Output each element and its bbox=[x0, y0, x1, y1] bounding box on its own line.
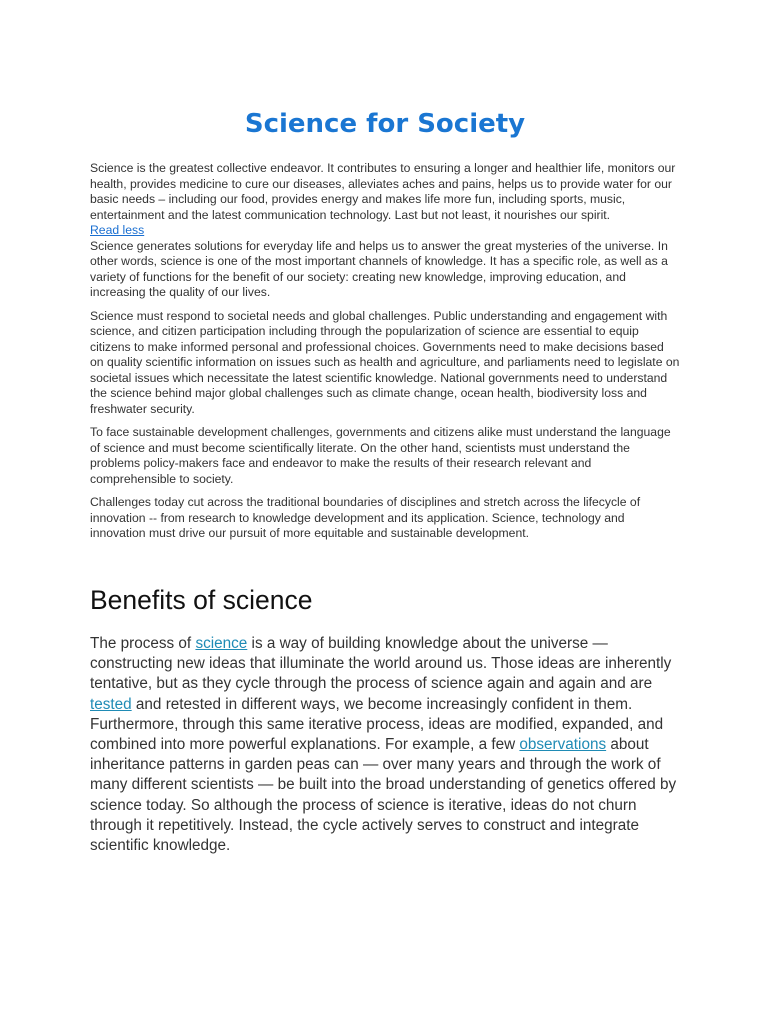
intro-paragraph-4: To face sustainable development challenges, governments and citizens alike must understand the language of science and must become scientifically literate. On the other hand, scientists must understand the problems policy-makers face and endeavor to make the results of their research relevant and comprehensible to society. bbox=[90, 425, 671, 486]
benefits-text-4: about inheritance patterns in garden peas can — over many years and through the work of many different scientists — be built into the broad understanding of genetics offered by science today. So although the process of science is iterative, ideas do not churn through it repetitively. Instead, the cycle actively serves to construct and integrate scientific knowledge. bbox=[90, 736, 677, 855]
intro-paragraph-2: Science generates solutions for everyday life and helps us to answer the great mysteries of the universe. In other words, science is one of the most important channels of knowledge. It has a specific role, as well as a variety of functions for the benefit of our society: creating new knowledge, improving education, and increasing the quality of our lives. bbox=[90, 238, 668, 299]
benefits-paragraph bbox=[90, 634, 690, 856]
intro-paragraph-3: Science must respond to societal needs and global challenges. Public understanding and engagement with science, and citizen participation including through the popularization of science are essential to equip citizens to make informed personal and professional choices. Governments need to make decisions based on quality scientific information on issues such as health and agriculture, and parliaments need to legislate on societal issues which necessitate the latest scientific knowledge. National governments need to understand the science behind major global challenges such as climate change, ocean health, biodiversity loss and freshwater security. bbox=[90, 308, 680, 416]
tested-link[interactable]: tested bbox=[90, 695, 132, 713]
benefits-heading: Benefits of science bbox=[90, 585, 313, 615]
page-title: Science for Society bbox=[244, 109, 526, 139]
read-less-link[interactable]: Read less bbox=[90, 223, 145, 237]
intro-paragraph-1: Science is the greatest collective endeavor. It contributes to ensuring a longer and healthier life, monitors our health, provides medicine to cure our diseases, alleviates aches and pains, helps us to provide water for our basic needs – including our food, provides energy and makes life more fun, including sports, music, entertainment and the latest communication technology. Last but not least, it nourishes our spirit. bbox=[90, 161, 676, 222]
intro-section bbox=[90, 161, 680, 550]
intro-paragraph-5: Challenges today cut across the traditional boundaries of disciplines and stretch across the lifecycle of innovation -- from research to knowledge development and its application. Science, technology and innovation must drive our pursuit of more equitable and sustainable development. bbox=[90, 495, 641, 540]
benefits-text-3: and retested in different ways, we become increasingly confident in them. Furthermore, through this same iterative process, ideas are modified, expanded, and combined into more powerful explanations. For example, a few bbox=[90, 695, 664, 754]
observations-link[interactable]: observations bbox=[519, 736, 607, 754]
benefits-text-1: The process of bbox=[90, 635, 196, 652]
science-link[interactable]: science bbox=[195, 635, 248, 652]
benefits-text-2: is a way of building knowledge about the universe — constructing new ideas that illuminate the world around us. Those ideas are inherently tentative, but as they cycle through the process of science again and again and are bbox=[90, 635, 672, 693]
